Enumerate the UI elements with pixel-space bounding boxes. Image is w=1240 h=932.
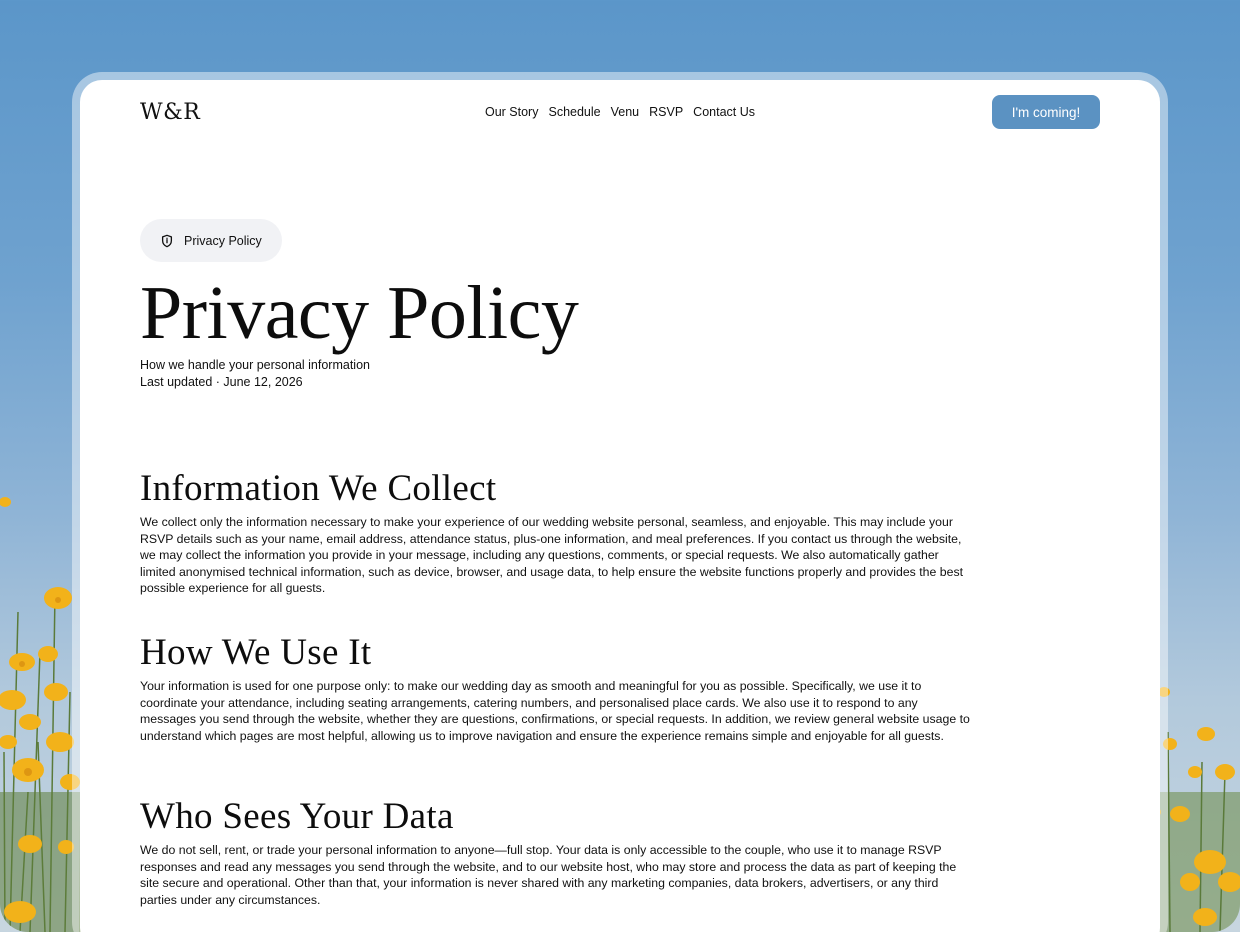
privacy-policy-badge (140, 219, 282, 262)
nav-item-our-story[interactable]: Our Story (484, 105, 539, 119)
nav-item-contact-us[interactable]: Contact Us (693, 105, 756, 119)
badge-label: Privacy Policy (184, 233, 262, 248)
site-logo[interactable]: W&R (140, 99, 201, 125)
nav-menu (485, 105, 755, 119)
last-updated: Last updated · June 12, 2026 (140, 375, 303, 389)
shield-icon (160, 234, 174, 248)
page-card (80, 80, 1160, 932)
section-information-we-collect (140, 467, 970, 597)
section-body: We do not sell, rent, or trade your personal information to anyone—full stop. Your data is only accessible to the couple, who use it to manage RSVP responses and read any messages you send through the website, and to our website host, who may store and process the data as part of keeping the site secure and operational. Other than that, your information is never shared with any marketing companies, data brokers, advertisers, or any third parties under any circumstances. (140, 843, 957, 907)
section-heading: How We Use It (140, 632, 372, 673)
section-body: Your information is used for one purpose only: to make our wedding day as smooth and meaningful for you as possible. Specifically, we use it to coordinate your attendance, including seating arrangements, catering numbers, and personalised place cards. We also use it to respond to any messages you send through the website, whether they are questions, confirmations, or special requests. In addition, we review general website usage to understand which pages are most helpful, allowing us to improve navigation and ensure the experience remains simple and enjoyable for all guests. (140, 679, 970, 743)
section-how-we-use-it (140, 631, 970, 744)
nav-item-schedule[interactable]: Schedule (548, 105, 601, 119)
section-heading: Information We Collect (140, 468, 497, 509)
im-coming-button[interactable]: I'm coming! (992, 95, 1100, 129)
section-body: We collect only the information necessary to make your experience of our wedding website personal, seamless, and enjoyable. This may include your RSVP details such as your name, email address, attendance status, plus-one information, and meal preferences. If you contact us through the website, we may collect the information you provide in your message, including any questions, comments, or special requests. We also automatically gather limited anonymised technical information, such as device, browser, and usage data, to help ensure the website functions properly and provides the best possible experience for all guests. (140, 515, 964, 595)
section-heading: Who Sees Your Data (140, 796, 454, 837)
section-who-sees-your-data (140, 795, 970, 908)
top-nav (140, 95, 1100, 129)
subtitle-text: How we handle your personal information (140, 358, 370, 372)
nav-item-venue[interactable]: Venu (610, 105, 640, 119)
page-subtitle (140, 357, 370, 391)
page-title: Privacy Policy (140, 271, 579, 355)
nav-item-rsvp[interactable]: RSVP (649, 105, 684, 119)
